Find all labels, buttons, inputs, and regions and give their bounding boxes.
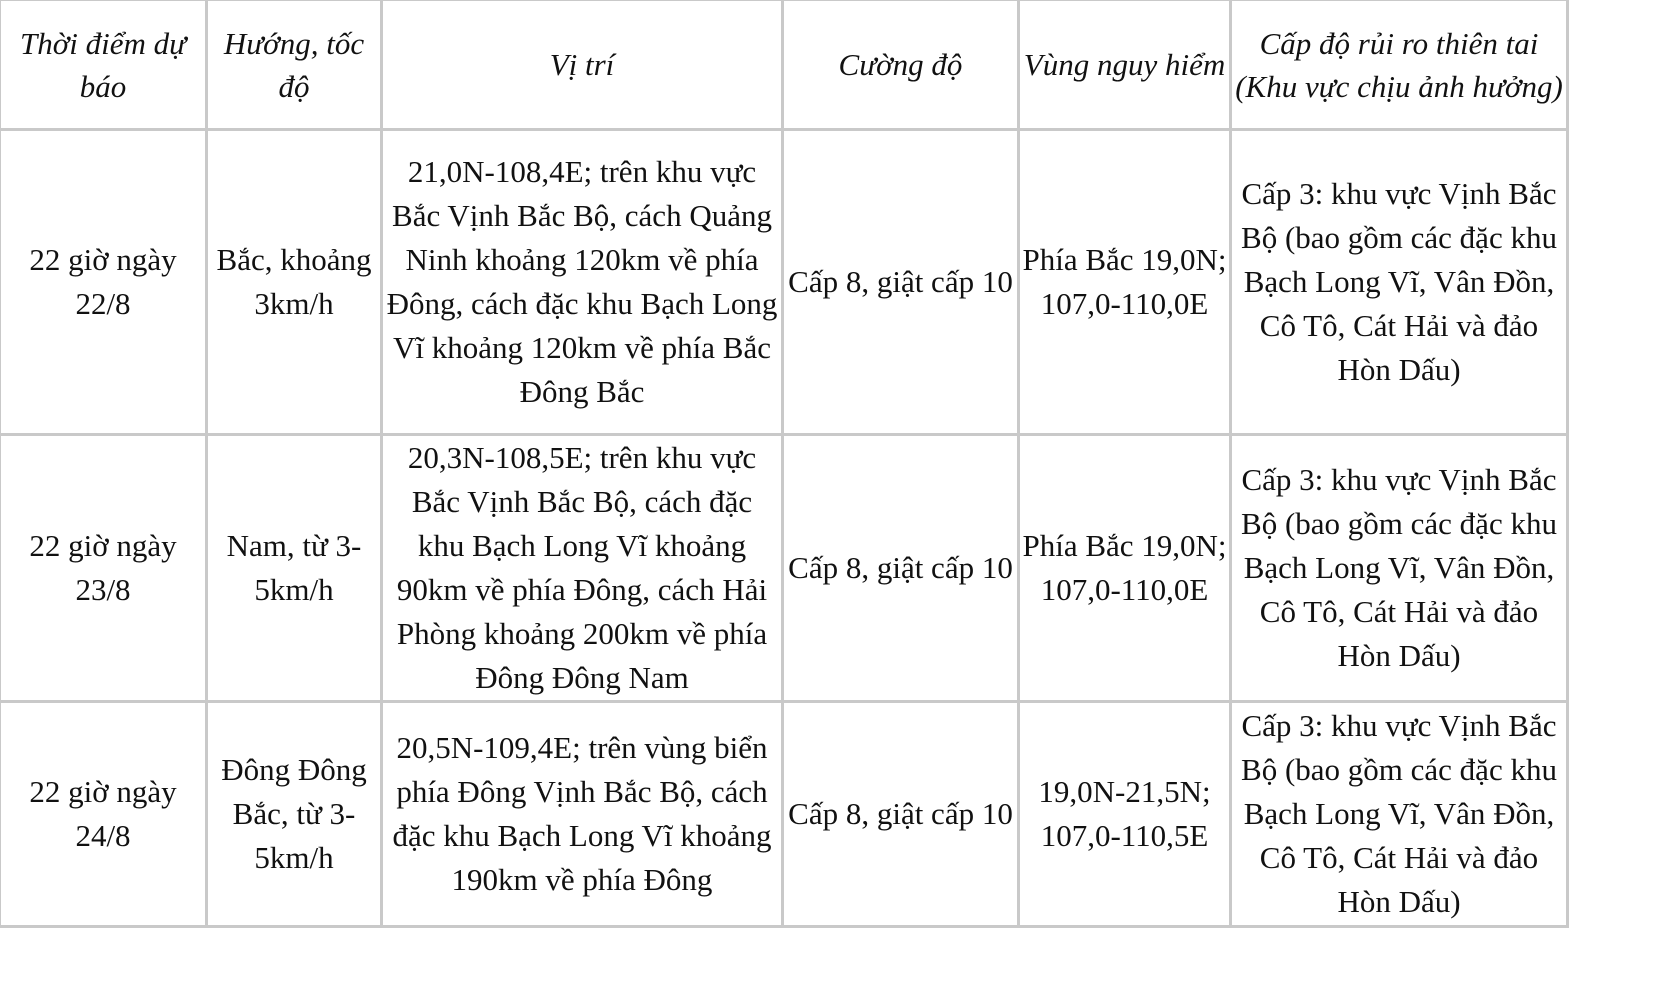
header-direction-speed: Hướng, tốc độ	[207, 0, 382, 130]
header-position: Vị trí	[382, 0, 783, 130]
page-bottom-margin	[0, 936, 1668, 996]
cell-direction-speed: Nam, từ 3-5km/h	[207, 435, 382, 702]
cell-forecast-time: 22 giờ ngày 22/8	[0, 130, 207, 435]
cell-direction-speed: Bắc, khoảng 3km/h	[207, 130, 382, 435]
forecast-table-body	[0, 130, 1568, 927]
table-row	[0, 435, 1568, 702]
cell-risk-level: Cấp 3: khu vực Vịnh Bắc Bộ (bao gồm các đặc khu Bạch Long Vĩ, Vân Đồn, Cô Tô, Cát Hải và đảo Hòn Dấu)	[1231, 702, 1568, 927]
header-risk-level: Cấp độ rủi ro thiên tai (Khu vực chịu ảnh hưởng)	[1231, 0, 1568, 130]
cell-forecast-time: 22 giờ ngày 24/8	[0, 702, 207, 927]
header-intensity: Cường độ	[783, 0, 1019, 130]
cell-forecast-time: 22 giờ ngày 23/8	[0, 435, 207, 702]
cell-danger-zone: Phía Bắc 19,0N; 107,0-110,0E	[1019, 435, 1231, 702]
cell-danger-zone: 19,0N-21,5N; 107,0-110,5E	[1019, 702, 1231, 927]
cell-danger-zone: Phía Bắc 19,0N; 107,0-110,0E	[1019, 130, 1231, 435]
cell-position: 21,0N-108,4E; trên khu vực Bắc Vịnh Bắc Bộ, cách Quảng Ninh khoảng 120km về phía Đông, cách đặc khu Bạch Long Vĩ khoảng 120km về phía Bắc Đông Bắc	[382, 130, 783, 435]
cell-intensity: Cấp 8, giật cấp 10	[783, 435, 1019, 702]
cell-position: 20,3N-108,5E; trên khu vực Bắc Vịnh Bắc Bộ, cách đặc khu Bạch Long Vĩ khoảng 90km về phía Đông, cách Hải Phòng khoảng 200km về phía Đông Đông Nam	[382, 435, 783, 702]
cell-intensity: Cấp 8, giật cấp 10	[783, 702, 1019, 927]
header-forecast-time: Thời điểm dự báo	[0, 0, 207, 130]
table-row	[0, 130, 1568, 435]
header-row	[0, 0, 1568, 130]
table-row	[0, 702, 1568, 927]
cell-direction-speed: Đông Đông Bắc, từ 3-5km/h	[207, 702, 382, 927]
cell-position: 20,5N-109,4E; trên vùng biển phía Đông Vịnh Bắc Bộ, cách đặc khu Bạch Long Vĩ khoảng 190km về phía Đông	[382, 702, 783, 927]
cell-risk-level: Cấp 3: khu vực Vịnh Bắc Bộ (bao gồm các đặc khu Bạch Long Vĩ, Vân Đồn, Cô Tô, Cát Hải và đảo Hòn Dấu)	[1231, 435, 1568, 702]
forecast-table-header	[0, 0, 1568, 130]
header-danger-zone: Vùng nguy hiểm	[1019, 0, 1231, 130]
cell-intensity: Cấp 8, giật cấp 10	[783, 130, 1019, 435]
cell-risk-level: Cấp 3: khu vực Vịnh Bắc Bộ (bao gồm các đặc khu Bạch Long Vĩ, Vân Đồn, Cô Tô, Cát Hải và đảo Hòn Dấu)	[1231, 130, 1568, 435]
